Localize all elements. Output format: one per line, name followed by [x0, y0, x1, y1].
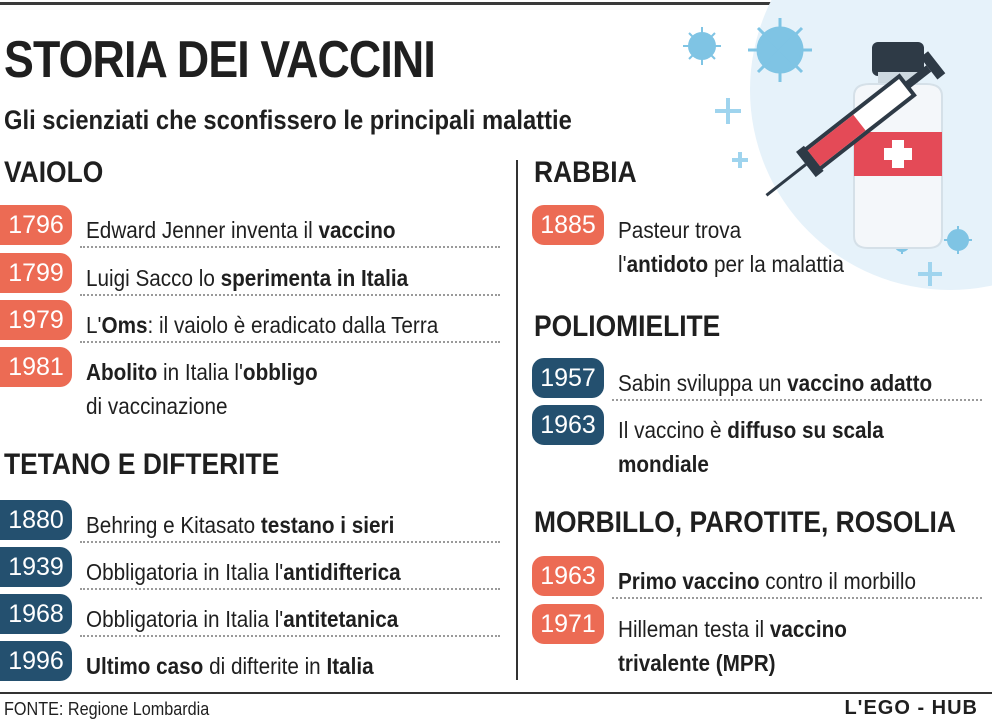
- timeline-row: [532, 604, 982, 676]
- row-separator: [80, 588, 500, 590]
- event-text: Edward Jenner inventa il vaccino: [86, 217, 396, 243]
- year-badge: 1963: [532, 405, 604, 445]
- timeline-row: [532, 556, 982, 596]
- year-badge: 1971: [532, 604, 604, 644]
- timeline-row: [532, 205, 972, 277]
- year-badge: 1996: [0, 641, 72, 681]
- year-badge: 1796: [0, 205, 72, 245]
- year-badge: 1957: [532, 358, 604, 398]
- row-separator: [612, 597, 982, 599]
- year-badge: 1880: [0, 500, 72, 540]
- event-text: Abolito in Italia l'obbligo di vaccinazione: [86, 359, 318, 419]
- event-text: Hilleman testa il vaccino trivalente (MPR): [618, 616, 847, 676]
- timeline-row: [0, 500, 500, 540]
- row-separator: [612, 399, 982, 401]
- page-title: STORIA DEI VACCINI: [4, 31, 435, 89]
- section-title-morbillo-parotite-rosolia: MORBILLO, PAROTITE, ROSOLIA: [534, 506, 956, 539]
- brand-logo: L'EGO - HUB: [844, 697, 978, 719]
- row-separator: [80, 246, 500, 248]
- timeline-row: [0, 547, 500, 587]
- event-text: Luigi Sacco lo sperimenta in Italia: [86, 265, 409, 291]
- section-title-tetano-difterite: TETANO E DIFTERITE: [4, 448, 280, 481]
- timeline-row: [532, 358, 982, 398]
- timeline-row: [532, 405, 982, 477]
- year-badge: 1981: [0, 347, 72, 387]
- event-text: Primo vaccino contro il morbillo: [618, 568, 916, 594]
- event-text: Obbligatoria in Italia l'antidifterica: [86, 559, 401, 585]
- year-badge: 1968: [0, 594, 72, 634]
- timeline-row: [0, 253, 500, 293]
- event-text: Behring e Kitasato testano i sieri: [86, 512, 395, 538]
- row-separator: [80, 341, 500, 343]
- section-title-rabbia: RABBIA: [534, 156, 637, 189]
- section-title-poliomielite: POLIOMIELITE: [534, 310, 721, 343]
- section-title-vaiolo: VAIOLO: [4, 156, 104, 189]
- row-separator: [80, 294, 500, 296]
- footer-rule: [0, 692, 992, 694]
- timeline-row: [0, 205, 500, 245]
- row-separator: [80, 541, 500, 543]
- timeline-row: [0, 594, 500, 634]
- timeline-row: [0, 347, 500, 419]
- page-subtitle: Gli scienziati che sconfissero le principali malattie: [4, 105, 572, 135]
- source-credit: FONTE: Regione Lombardia: [4, 699, 210, 719]
- row-separator: [80, 635, 500, 637]
- virus-icon: [683, 27, 721, 65]
- event-text: Il vaccino è diffuso su scala mondiale: [618, 417, 884, 477]
- event-text: Pasteur trova l'antidoto per la malattia: [618, 217, 844, 277]
- timeline-row: [0, 641, 500, 681]
- year-badge: 1939: [0, 547, 72, 587]
- event-text: Obbligatoria in Italia l'antitetanica: [86, 606, 399, 632]
- year-badge: 1963: [532, 556, 604, 596]
- event-text: L'Oms: il vaiolo è eradicato dalla Terra: [86, 312, 439, 338]
- timeline-row: [0, 300, 500, 340]
- column-divider: [516, 160, 518, 680]
- year-badge: 1885: [532, 205, 604, 245]
- event-text: Sabin sviluppa un vaccino adatto: [618, 370, 933, 396]
- event-text: Ultimo caso di difterite in Italia: [86, 653, 374, 679]
- year-badge: 1799: [0, 253, 72, 293]
- year-badge: 1979: [0, 300, 72, 340]
